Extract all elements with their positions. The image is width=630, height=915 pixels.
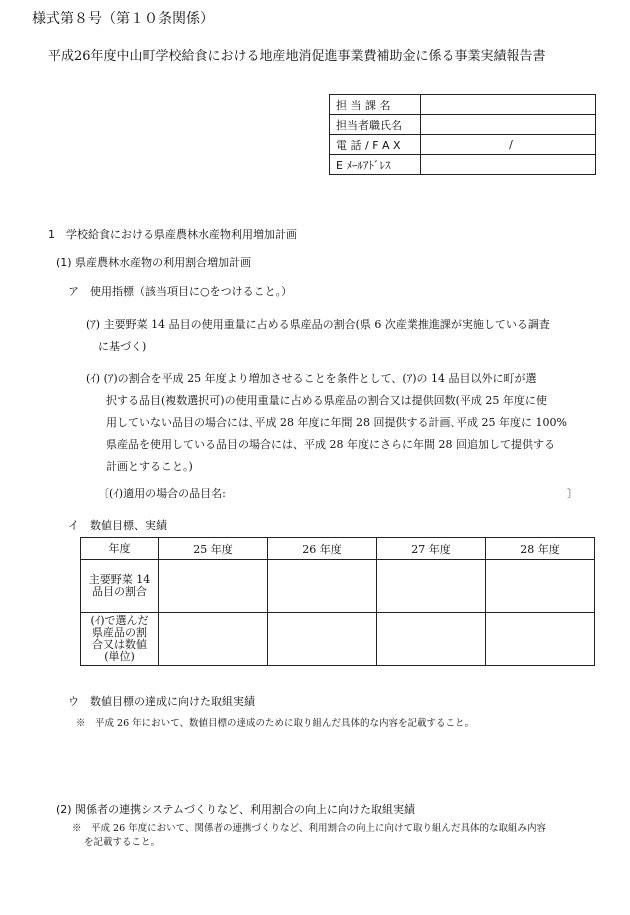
section1-2-heading: (2) 関係者の連携システムづくりなど、利用割合の向上に向けた取組実績 bbox=[56, 803, 415, 816]
table-row bbox=[81, 613, 595, 666]
cooperation-note-line1: ※ 平成 26 年度において、関係者の連携づくりなど、利用割合の向上に向けて取り組んだ具体的な取組み内容 bbox=[72, 823, 546, 834]
table-header-row bbox=[81, 538, 595, 560]
contact-row-email bbox=[330, 155, 596, 175]
phone-fax-label: 電 話 / F A X bbox=[330, 135, 421, 155]
cooperation-note bbox=[72, 822, 592, 850]
table-cell-input[interactable] bbox=[268, 613, 377, 666]
contact-row-phone bbox=[330, 135, 596, 155]
indicator-item-a-line1: (ｱ) 主要野菜 14 品目の使用重量に占める県産品の割合(県 6 次産業推進課が実施している調査 bbox=[86, 318, 550, 331]
indicator-item-b-line3: 用していない品目の場合には､平成 28 年度に年間 28 回提供する計画､平成 25 年度に 100% bbox=[106, 416, 567, 429]
indicator-item-b-line2: 択する品目(複数選択可)の使用重量に占める県産品の割合又は提供回数(平成 25 年度に使 bbox=[106, 394, 547, 407]
indicator-item-a-line2: に基づく) bbox=[98, 340, 147, 353]
row-label-line: 県産品の割 bbox=[92, 626, 147, 639]
contact-row-department bbox=[330, 95, 596, 115]
section1-1-heading: (1) 県産農林水産物の利用割合増加計画 bbox=[56, 256, 252, 269]
section1-heading: 1 学校給食における県産農林水産物利用増加計画 bbox=[48, 228, 297, 241]
indicator-item-a[interactable] bbox=[86, 314, 586, 358]
item-name-bracket-close: 〕 bbox=[567, 487, 578, 500]
table-cell-input[interactable] bbox=[486, 560, 595, 613]
header-year: 年度 bbox=[81, 538, 159, 560]
indicator-item-b-line1: (ｲ) (ｱ)の割合を平成 25 年度より増加させることを条件として、(ｱ)の 14 品目以外に町が選 bbox=[86, 372, 537, 385]
numeric-targets-heading: イ 数値目標、実績 bbox=[68, 519, 167, 532]
row-label-line: (ｲ)で選んだ bbox=[90, 614, 149, 627]
contact-table bbox=[329, 94, 596, 175]
table-cell-input[interactable] bbox=[377, 560, 486, 613]
row-label-line: 合又は数値 bbox=[92, 638, 147, 651]
usage-indicator-heading: ア 使用指標（該当項目に○をつけること。） bbox=[68, 285, 293, 298]
document-title: 平成26年度中山町学校給食における地産地消促進事業費補助金に係る事業実績報告書 bbox=[48, 49, 546, 64]
cooperation-note-line2: を記載すること。 bbox=[84, 837, 161, 848]
contact-row-person bbox=[330, 115, 596, 135]
achievement-note: ※ 平成 26 年において、数値目標の達成のために取り組んだ具体的な内容を記載すること。 bbox=[76, 718, 474, 729]
department-field[interactable] bbox=[421, 95, 596, 115]
email-field[interactable] bbox=[421, 155, 596, 175]
table-cell-input[interactable] bbox=[377, 613, 486, 666]
header-fy26: 26 年度 bbox=[268, 538, 377, 560]
table-cell-input[interactable] bbox=[159, 560, 268, 613]
row-label-line: 主要野菜 14 bbox=[88, 573, 151, 586]
table-cell-input[interactable] bbox=[268, 560, 377, 613]
indicator-item-b-line5: 計画とすること。) bbox=[106, 460, 193, 473]
form-number: 様式第８号（第１０条関係） bbox=[32, 11, 214, 27]
phone-fax-field[interactable]: / bbox=[421, 135, 596, 155]
person-field[interactable] bbox=[421, 115, 596, 135]
indicator-item-b-line4: 県産品を使用している品目の場合には、平成 28 年度にさらに年間 28 回追加して提供する bbox=[106, 438, 555, 451]
header-fy28: 28 年度 bbox=[486, 538, 595, 560]
department-label: 担 当 課 名 bbox=[330, 95, 421, 115]
achievement-heading: ウ 数値目標の達成に向けた取組実績 bbox=[68, 695, 255, 708]
row-label-main-vegetables bbox=[81, 560, 159, 613]
item-name-field[interactable]: 〔(ｲ)適用の場合の品目名: bbox=[98, 487, 226, 500]
numeric-targets-table bbox=[80, 537, 595, 666]
indicator-item-b[interactable] bbox=[86, 368, 586, 478]
table-cell-input[interactable] bbox=[486, 613, 595, 666]
row-label-line: (単位) bbox=[104, 650, 135, 663]
table-row bbox=[81, 560, 595, 613]
row-label-selected-items bbox=[81, 613, 159, 666]
table-cell-input[interactable] bbox=[159, 613, 268, 666]
header-fy27: 27 年度 bbox=[377, 538, 486, 560]
person-label: 担当者職氏名 bbox=[330, 115, 421, 135]
header-fy25: 25 年度 bbox=[159, 538, 268, 560]
email-label: E ﾒｰﾙｱﾄﾞﾚｽ bbox=[330, 155, 421, 175]
row-label-line: 品目の割合 bbox=[92, 585, 147, 598]
